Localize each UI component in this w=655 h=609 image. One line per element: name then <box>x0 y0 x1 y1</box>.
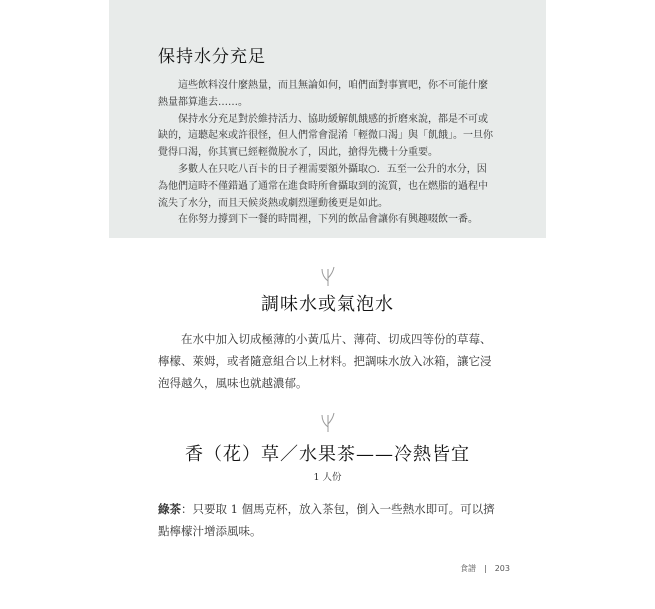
section-title-flavored-water: 調味水或氣泡水 <box>261 294 394 315</box>
page-footer <box>460 563 510 574</box>
sprig-ornament-icon <box>318 411 338 433</box>
sprig-ornament-icon <box>318 265 338 287</box>
sidebox-paragraph: 在你努力撐到下一餐的時間裡，下列的飲品會讓你有興趣啜飲一番。 <box>178 214 478 226</box>
tea-instructions: ：只要取 1 個馬克杯，放入茶包，倒入一些熱水即可。可以擠點檸檬汁增添風味。 <box>158 502 495 538</box>
sidebox-paragraph: 多數人在只吃八百卡的日子裡需要額外攝取○．五至一公升的水分，因為他們這時不僅錯過了通常在進食時所會攝取到的流質，也在燃脂的過程中流失了水分，而且天候炎熱或劇烈運動後更是如此。 <box>158 163 488 209</box>
section-body-herbal-tea <box>158 498 496 542</box>
sidebox-title: 保持水分充足 <box>158 47 266 67</box>
page-number: 203 <box>494 564 510 573</box>
section-paragraph <box>158 498 496 542</box>
sidebox-paragraph: 保持水分充足對於維持活力、協助緩解飢餓感的折磨來說，都是不可或缺的，這聽起來或許很怪，但人們常會混淆「輕微口渴」與「飢餓」。一旦你覺得口渴，你其實已經輕微脫水了，因此，搶得先機十分重要。 <box>158 113 493 159</box>
footer-section-name: 食譜 <box>460 564 476 573</box>
section-title-herbal-tea: 香（花）草／水果茶——冷熱皆宜 <box>185 444 470 465</box>
sidebox-paragraph: 這些飲料沒什麼熱量，而且無論如何，咱們面對事實吧，你不可能什麼熱量都算進去……。 <box>158 80 488 108</box>
serving-size: 1 人份 <box>313 472 342 483</box>
section-paragraph: 在水中加入切成極薄的小黃瓜片、薄荷、切成四等份的草莓、檸檬、萊姆，或者隨意組合以上材料。把調味水放入冰箱，讓它浸泡得越久，風味也就越濃郁。 <box>158 332 492 390</box>
sidebox-text <box>158 78 496 229</box>
tea-label: 綠茶 <box>158 502 181 516</box>
footer-separator: | <box>484 564 487 573</box>
section-body-flavored-water <box>158 328 496 394</box>
